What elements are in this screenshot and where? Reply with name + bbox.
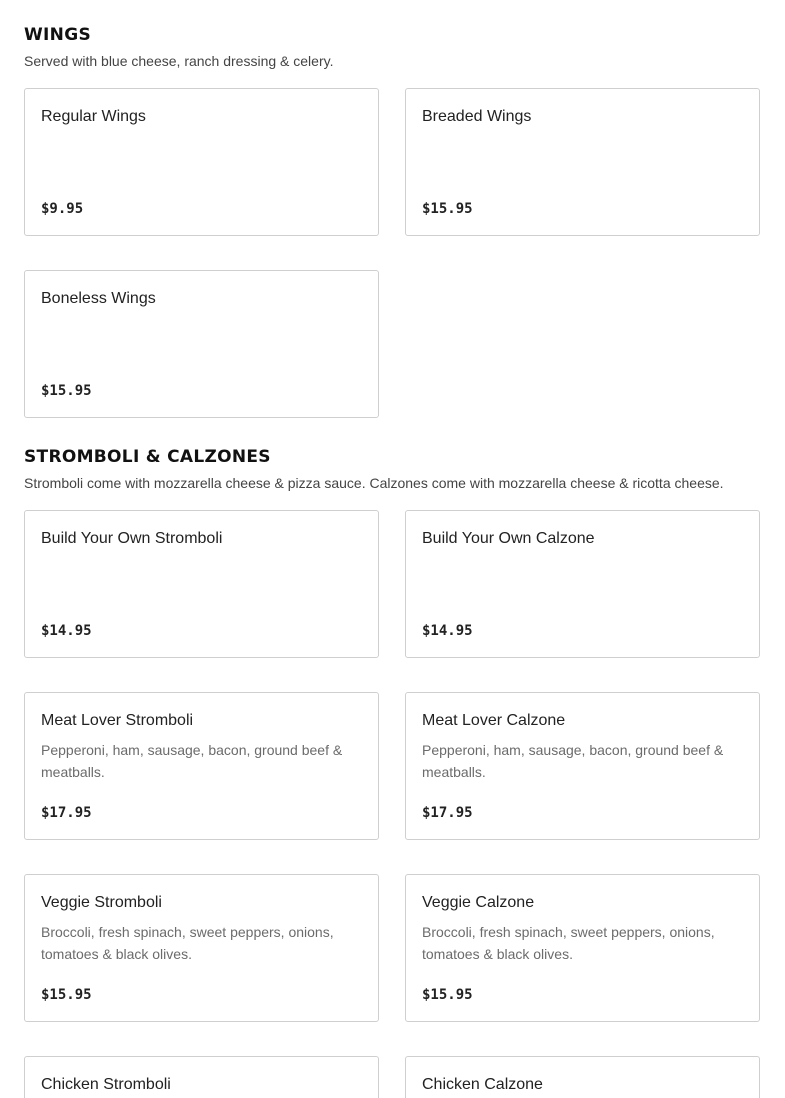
menu-item-card[interactable] [405, 874, 760, 1022]
menu-item-description: Pepperoni, ham, sausage, bacon, ground beef & meatballs. [41, 742, 343, 780]
menu-item-card[interactable] [405, 1056, 760, 1098]
menu-item-price: $15.95 [422, 987, 473, 1003]
menu-item-name: Build Your Own Stromboli [41, 530, 223, 547]
menu-item-name: Build Your Own Calzone [422, 530, 595, 547]
section-title: STROMBOLI & CALZONES [24, 447, 271, 467]
menu-item-card[interactable] [24, 88, 379, 236]
menu-item-price: $17.95 [422, 805, 473, 821]
section-description: Stromboli come with mozzarella cheese & pizza sauce. Calzones come with mozzarella cheese & ricotta cheese. [24, 475, 724, 491]
menu-item-name: Meat Lover Calzone [422, 712, 566, 729]
menu-item-card[interactable] [24, 510, 379, 658]
menu-item-card[interactable] [24, 1056, 379, 1098]
menu-item-card[interactable] [405, 510, 760, 658]
menu-item-name: Breaded Wings [422, 108, 532, 125]
menu-item-name: Regular Wings [41, 108, 146, 125]
menu-item-card[interactable] [405, 88, 760, 236]
menu-item-card[interactable] [24, 874, 379, 1022]
section-description: Served with blue cheese, ranch dressing & celery. [24, 53, 334, 69]
menu-item-name: Boneless Wings [41, 290, 156, 307]
menu-item-name: Meat Lover Stromboli [41, 712, 194, 729]
menu-item-description: Broccoli, fresh spinach, sweet peppers, onions, tomatoes & black olives. [422, 924, 715, 962]
menu-item-description: Pepperoni, ham, sausage, bacon, ground beef & meatballs. [422, 742, 724, 780]
menu-item-name: Chicken Calzone [422, 1076, 543, 1093]
section-title: WINGS [24, 25, 92, 45]
menu-item-price: $15.95 [41, 383, 92, 399]
menu-item-price: $15.95 [41, 987, 92, 1003]
menu-item-name: Chicken Stromboli [41, 1076, 171, 1093]
menu-item-card[interactable] [405, 692, 760, 840]
menu-item-price: $14.95 [41, 623, 92, 639]
menu-item-price: $14.95 [422, 623, 473, 639]
menu-item-price: $9.95 [41, 201, 84, 217]
menu-item-card[interactable] [24, 692, 379, 840]
menu-item-name: Veggie Stromboli [41, 894, 162, 911]
menu-item-card[interactable] [24, 270, 379, 418]
menu-item-price: $17.95 [41, 805, 92, 821]
menu-item-description: Broccoli, fresh spinach, sweet peppers, onions, tomatoes & black olives. [41, 924, 334, 962]
section-stromboli-calzones [24, 446, 761, 1093]
menu-item-name: Veggie Calzone [422, 894, 535, 911]
menu-item-price: $15.95 [422, 201, 473, 217]
section-wings [24, 24, 761, 399]
